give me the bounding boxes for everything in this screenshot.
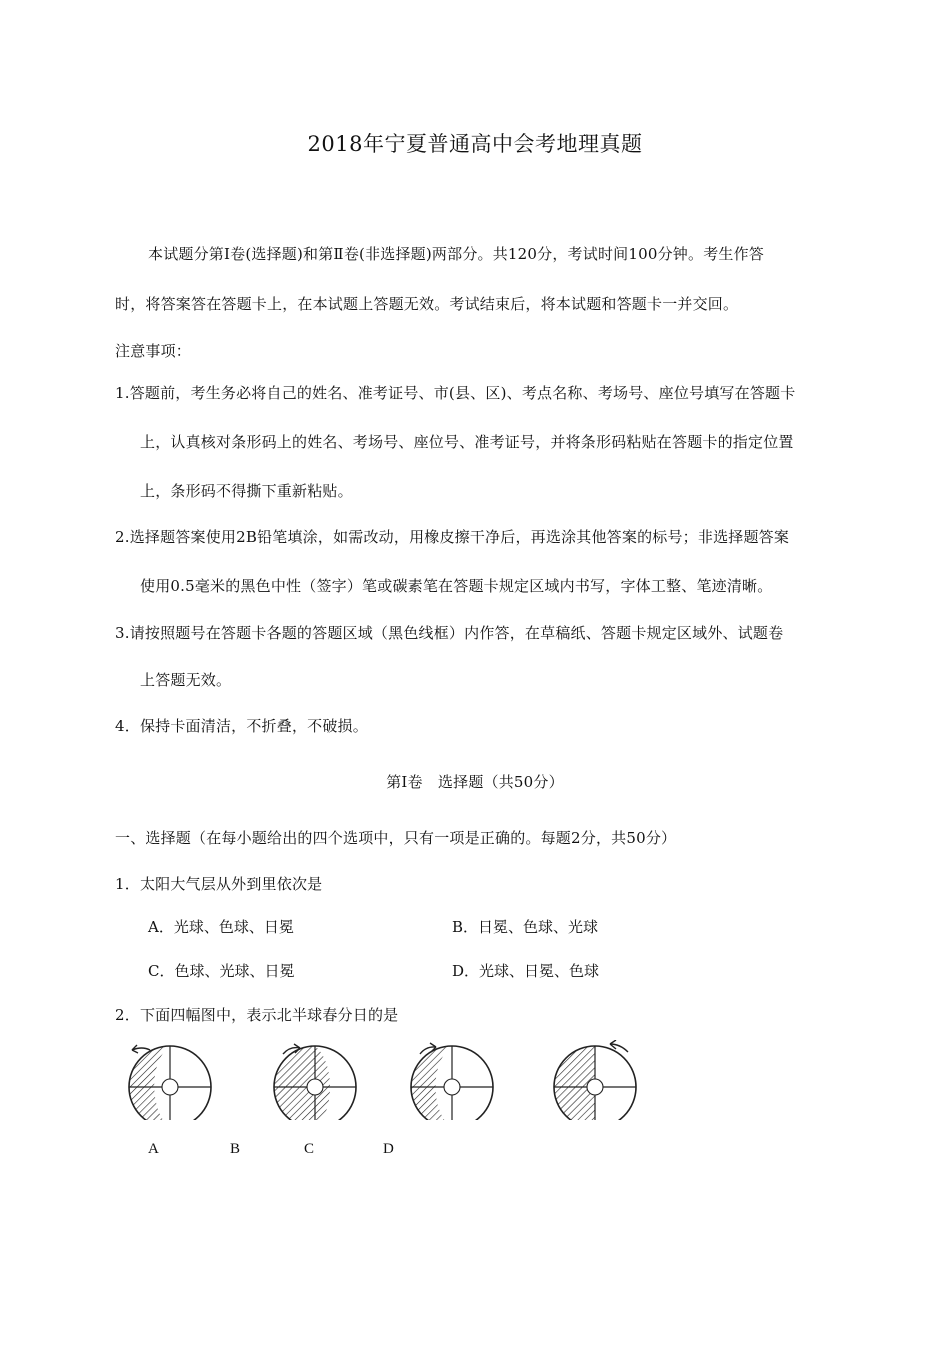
notice-1-line-3: 上，条形码不得撕下重新粘贴。 xyxy=(140,482,353,500)
question-1-stem: 1．太阳大气层从外到里依次是 xyxy=(115,875,323,893)
part-heading: 一、选择题（在每小题给出的四个选项中，只有一项是正确的。每题2分，共50分） xyxy=(115,829,677,847)
question-1-option-b: B．日冕、色球、光球 xyxy=(452,918,599,936)
figure-d-globe xyxy=(554,1040,636,1120)
figure-label-b: B xyxy=(230,1141,241,1157)
page-title: 2018年宁夏普通高中会考地理真题 xyxy=(307,132,643,156)
notice-1-line-1: 1.答题前，考生务必将自己的姓名、准考证号、市(县、区)、考点名称、考场号、座位号填写在答题卡 xyxy=(115,384,796,402)
section-title: 第Ⅰ卷 选择题（共50分） xyxy=(386,773,564,791)
figure-label-c: C xyxy=(304,1141,315,1157)
figure-label-d: D xyxy=(383,1141,394,1157)
question-1-option-d: D．光球、日冕、色球 xyxy=(452,962,600,980)
question-1-option-a: A．光球、色球、日冕 xyxy=(148,918,294,936)
earth-illumination-figures xyxy=(120,1040,660,1120)
notice-1-line-2: 上，认真核对条形码上的姓名、考场号、座位号、准考证号，并将条形码粘贴在答题卡的指定位置 xyxy=(140,433,794,451)
intro-line-2: 时，将答案答在答题卡上，在本试题上答题无效。考试结束后，将本试题和答题卡一并交回。 xyxy=(115,295,739,313)
notice-3-line-1: 3.请按照题号在答题卡各题的答题区域（黑色线框）内作答，在草稿纸、答题卡规定区域外、试题卷 xyxy=(115,624,784,642)
notice-2-line-1: 2.选择题答案使用2B铅笔填涂，如需改动，用橡皮擦干净后，再选涂其他答案的标号；非选择题答案 xyxy=(115,528,790,546)
figure-label-a: A xyxy=(148,1141,159,1157)
figure-c-globe xyxy=(410,1043,493,1120)
question-1-option-c: C．色球、光球、日冕 xyxy=(148,962,295,980)
figure-b-globe xyxy=(270,1044,356,1120)
notice-heading: 注意事项： xyxy=(115,342,192,360)
question-2-stem: 2．下面四幅图中，表示北半球春分日的是 xyxy=(115,1006,399,1024)
figure-a-globe xyxy=(126,1045,211,1120)
intro-line-1: 本试题分第Ⅰ卷(选择题)和第Ⅱ卷(非选择题)两部分。共120分，考试时间100分钟。考生作答 xyxy=(148,245,764,263)
notice-4-line-1: 4．保持卡面清洁，不折叠，不破损。 xyxy=(115,717,368,735)
notice-2-line-2: 使用0.5毫米的黑色中性（签字）笔或碳素笔在答题卡规定区域内书写，字体工整、笔迹清晰。 xyxy=(140,577,773,595)
notice-3-line-2: 上答题无效。 xyxy=(140,671,232,689)
